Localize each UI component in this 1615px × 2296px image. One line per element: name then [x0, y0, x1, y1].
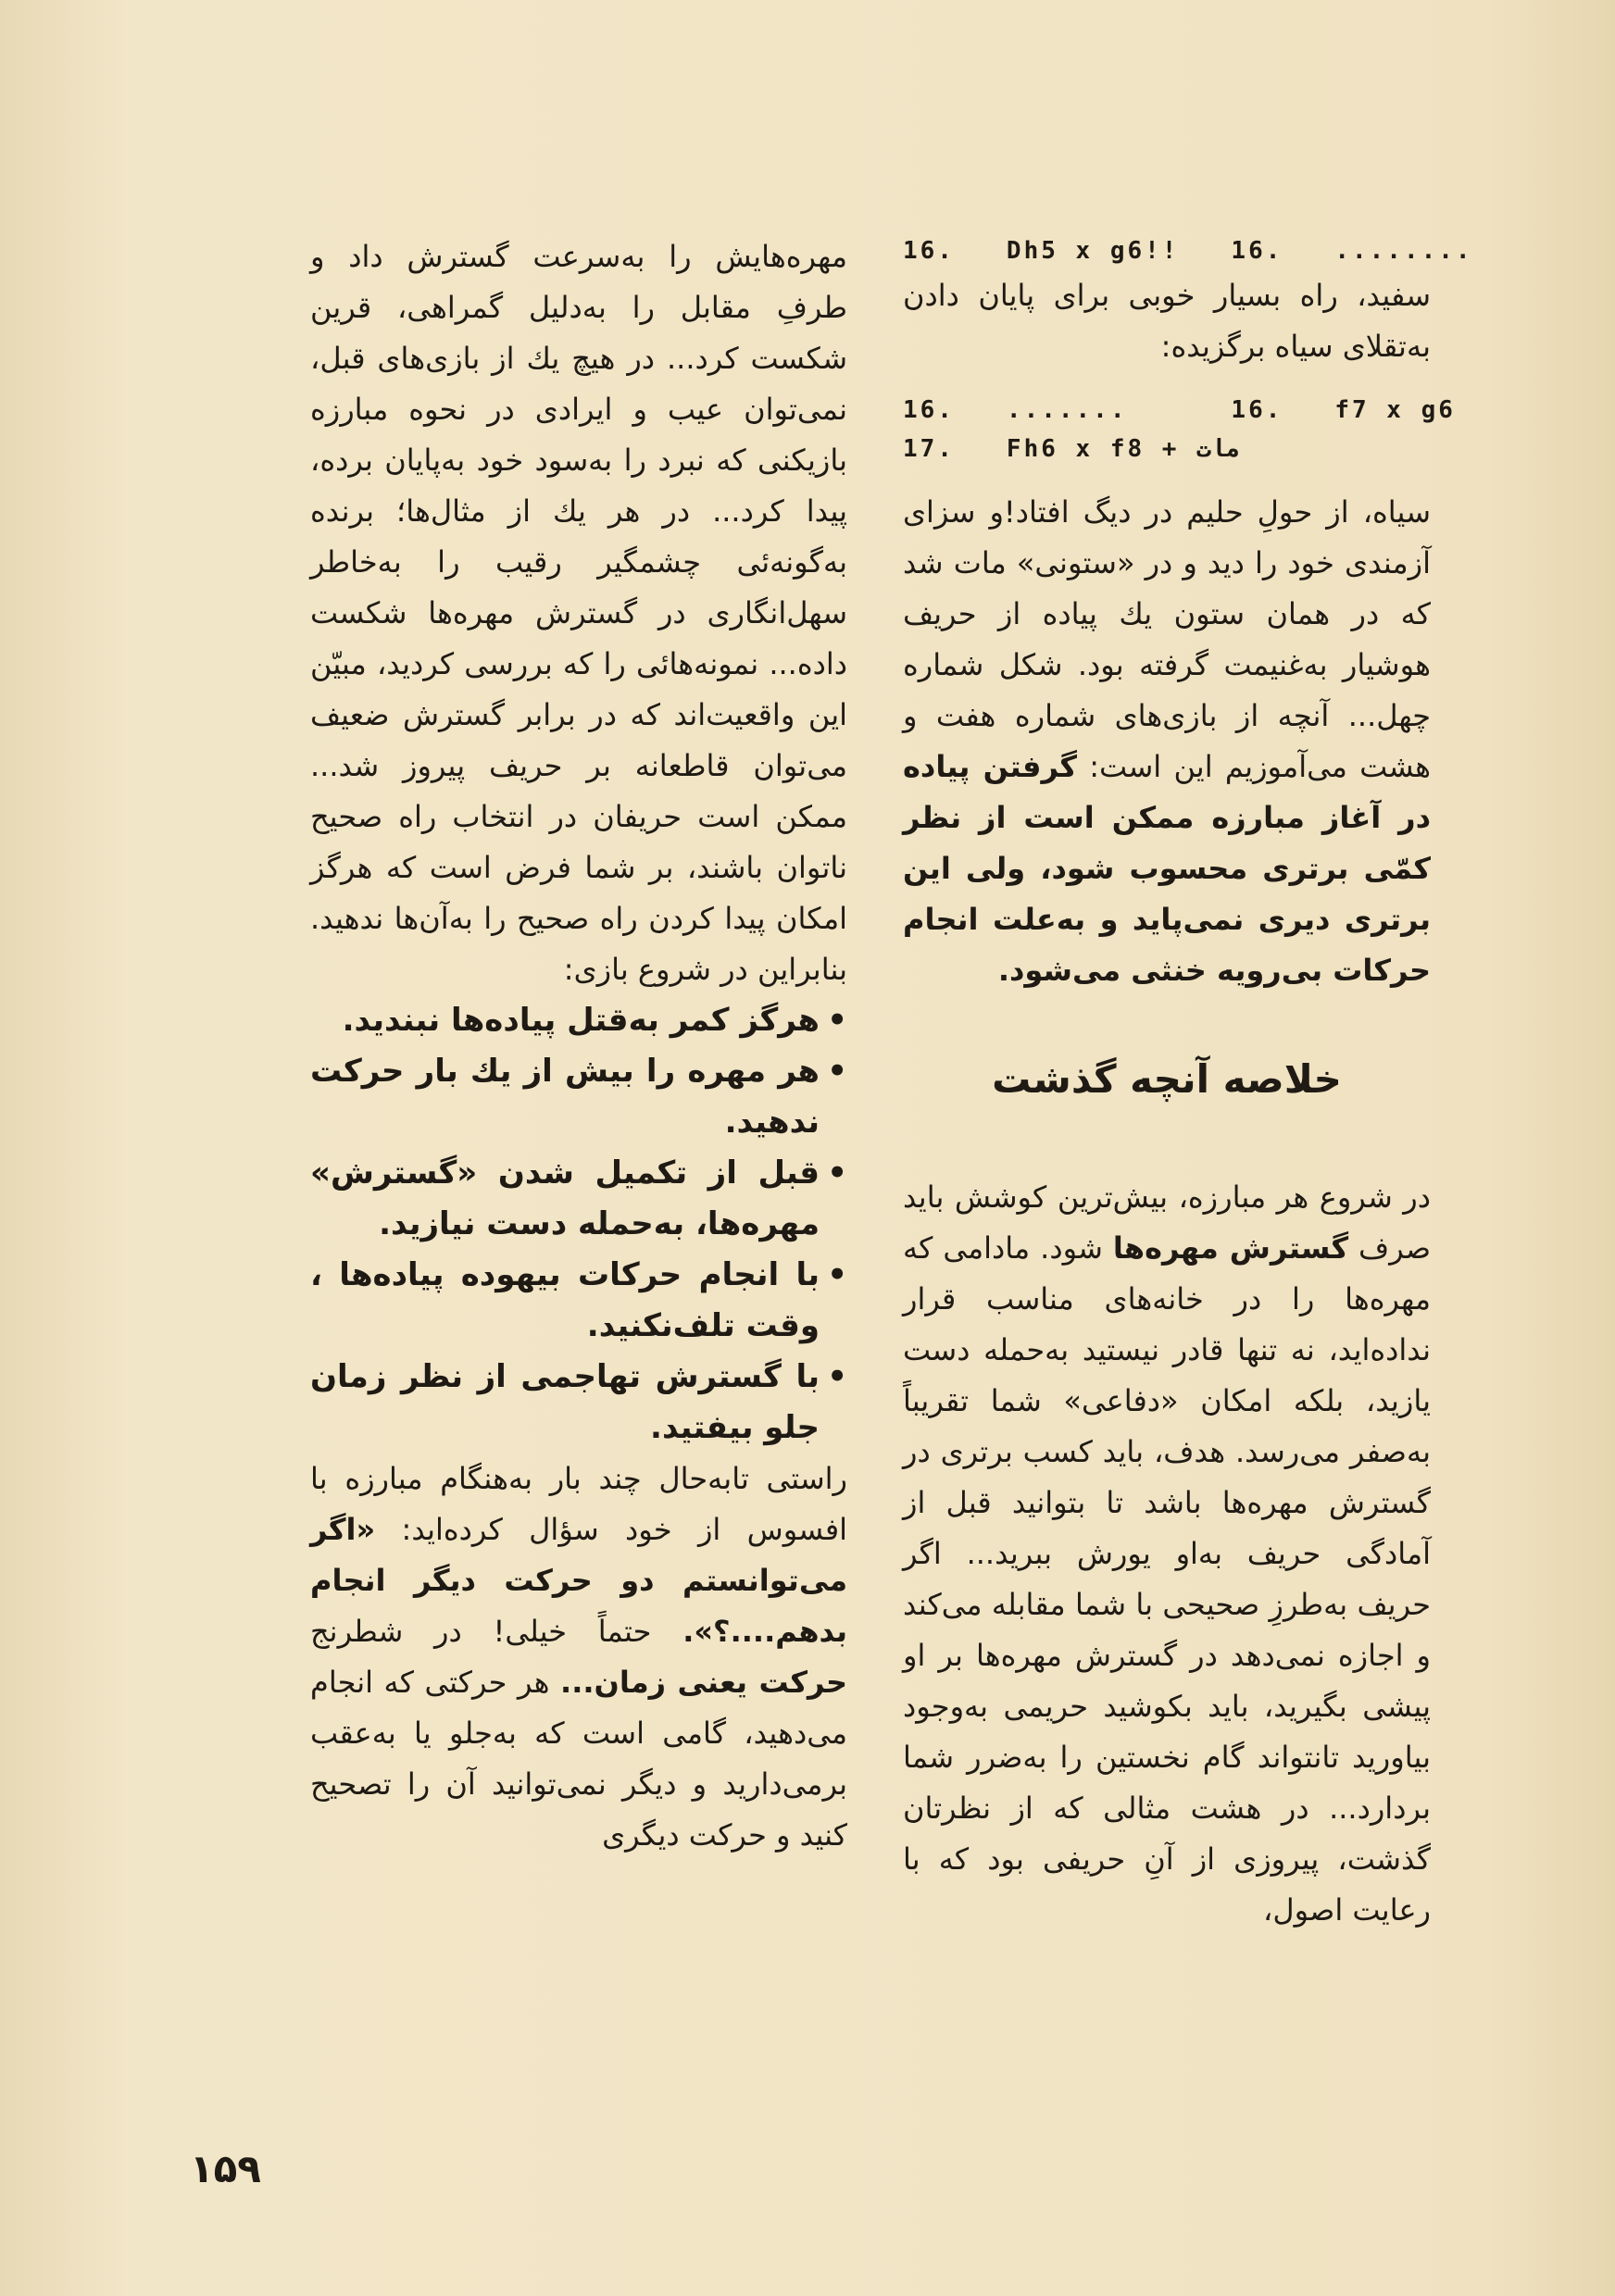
lesson-text: سیاه، از حولِ حلیم در دیگ افتاد!و سزای آزمندی خود را دید و در «ستونی» مات شد که در همان ستون یك پیاده از حریف هوشیار به‌غنیمت گرفته بود. شکل شماره چهل... آنچه از بازی‌های شماره هفت و هشت می‌آموزیم این است:: [903, 494, 1432, 784]
rule-item: • با انجام حرکات بیهوده پیاده‌ها ، وقت تلف‌نکنید.: [310, 1250, 847, 1352]
continuation-paragraph: مهره‌هایش را به‌سرعت گسترش داد و طرفِ مقابل را به‌دلیل گمراهی، قرین شکست کرد... در هیچ یك از بازی‌های قبل، نمی‌توان عیب و ایرادی در نحوه مبارزه بازیکنی که نبرد را به‌سود خود به‌پایان برده، پیدا کرد... در هر یك از مثال‌ها؛ برنده به‌گونه‌ئی چشمگیر رقیب را به‌خاطر سهل‌انگاری در گسترش مهره‌ها شکست داده... نمونه‌هائی را که بررسی کردید، مبیّن این واقعیت‌اند که در برابر گسترش ضعیف می‌توان قاطعانه بر حریف پیروز شد... ممکن است حریفان در انتخاب راه صحیح ناتوان باشند، بر شما فرض است که هرگز امکان پیدا کردن راه صحیح را به‌آن‌ها ندهید. بنابراین در شروع بازی:: [310, 239, 847, 987]
summary-paragraph: [903, 1172, 1431, 1936]
closing-text-a: راستی تابه‌حال چند بار به‌هنگام مبارزه با افسوس از خود سؤال کرده‌اید:: [310, 1461, 848, 1547]
summary-bold-text: گسترش مهره‌ها: [1112, 1230, 1349, 1266]
move-intro-text: سفید، راه بسیار خوبی برای پایان دادن به‌تقلای سیاه برگزیده:: [903, 278, 1431, 364]
chess-move-16-black: 16. ....... 16. f7 x g6: [903, 396, 1456, 424]
left-column: [310, 231, 847, 1861]
closing-bold-quote: «اگر می‌توانستم دو حرکت دیگر انجام بدهم....؟».: [310, 1512, 847, 1649]
page-number: ۱۵۹: [190, 2146, 261, 2191]
closing-text-b: حتماً خیلی! در شطرنج: [310, 1614, 652, 1649]
rule-item: • هر مهره را بیش از یك بار حرکت ندهید.: [310, 1046, 847, 1148]
closing-paragraph: [310, 1454, 847, 1861]
chess-move-16-white: 16. Dh5 x g6!! 16. ........: [903, 237, 1473, 265]
closing-bold-phrase: حرکت یعنی زمان...: [560, 1665, 848, 1700]
rules-list: [310, 995, 847, 1454]
right-column: [903, 231, 1473, 1936]
closing-text-c: هر حرکتی که انجام می‌دهید، گامی است که به‌جلو یا به‌عقب برمی‌دارید و دیگر نمی‌توانید آن را تصحیح کنید و حرکت دیگری: [310, 1665, 847, 1853]
section-heading: خلاصه آنچه گذشت: [992, 1056, 1342, 1102]
lesson-bold-text: گرفتن پیاده در آغاز مبارزه ممکن است از نظر کمّی برتری محسوب شود، ولی این برتری دیری نمی‌پاید و به‌علت انجام حرکات بی‌رویه خنثی می‌شود.: [903, 749, 1431, 988]
rule-item: • قبل از تکمیل شدن «گسترش» مهره‌ها، به‌حمله دست نیازید.: [310, 1148, 847, 1250]
lesson-paragraph: [903, 487, 1431, 996]
rule-item: • با گسترش تهاجمی از نظر زمان جلو بیفتید.: [310, 1352, 847, 1454]
chess-move-17: 17. Fh6 x f8 + مات: [903, 435, 1241, 463]
summary-text-a: در شروع هر مبارزه، بیش‌ترین کوشش باید صرف: [903, 1179, 1432, 1266]
rule-item: • هرگز کمر به‌قتل پیاده‌ها نبندید.: [310, 995, 847, 1046]
summary-text-b: شود. مادامی که مهره‌ها را در خانه‌های مناسب قرار نداده‌اید، نه تنها قادر نیستید به‌حمله دست یازید، بلکه امکان «دفاعی» شما تقریباً به‌صفر می‌رسد. هدف، باید کسب برتری در گسترش مهره‌ها باشد تا بتوانید قبل از آمادگی حریف به‌او یورش ببرید... اگر حریف به‌طرزِ صحیحی با شما مقابله می‌کند و اجازه نمی‌دهد در گسترش مهره‌ها بر او پیشی بگیرید، باید بکوشید حریمی به‌وجود بیاورید تانتواند گام نخستین را به‌ضرر شما بردارد... در هشت مثالی که از نظرتان گذشت، پیروزی از آنِ حریفی بود که با رعایت اصول،: [903, 1230, 1431, 1928]
